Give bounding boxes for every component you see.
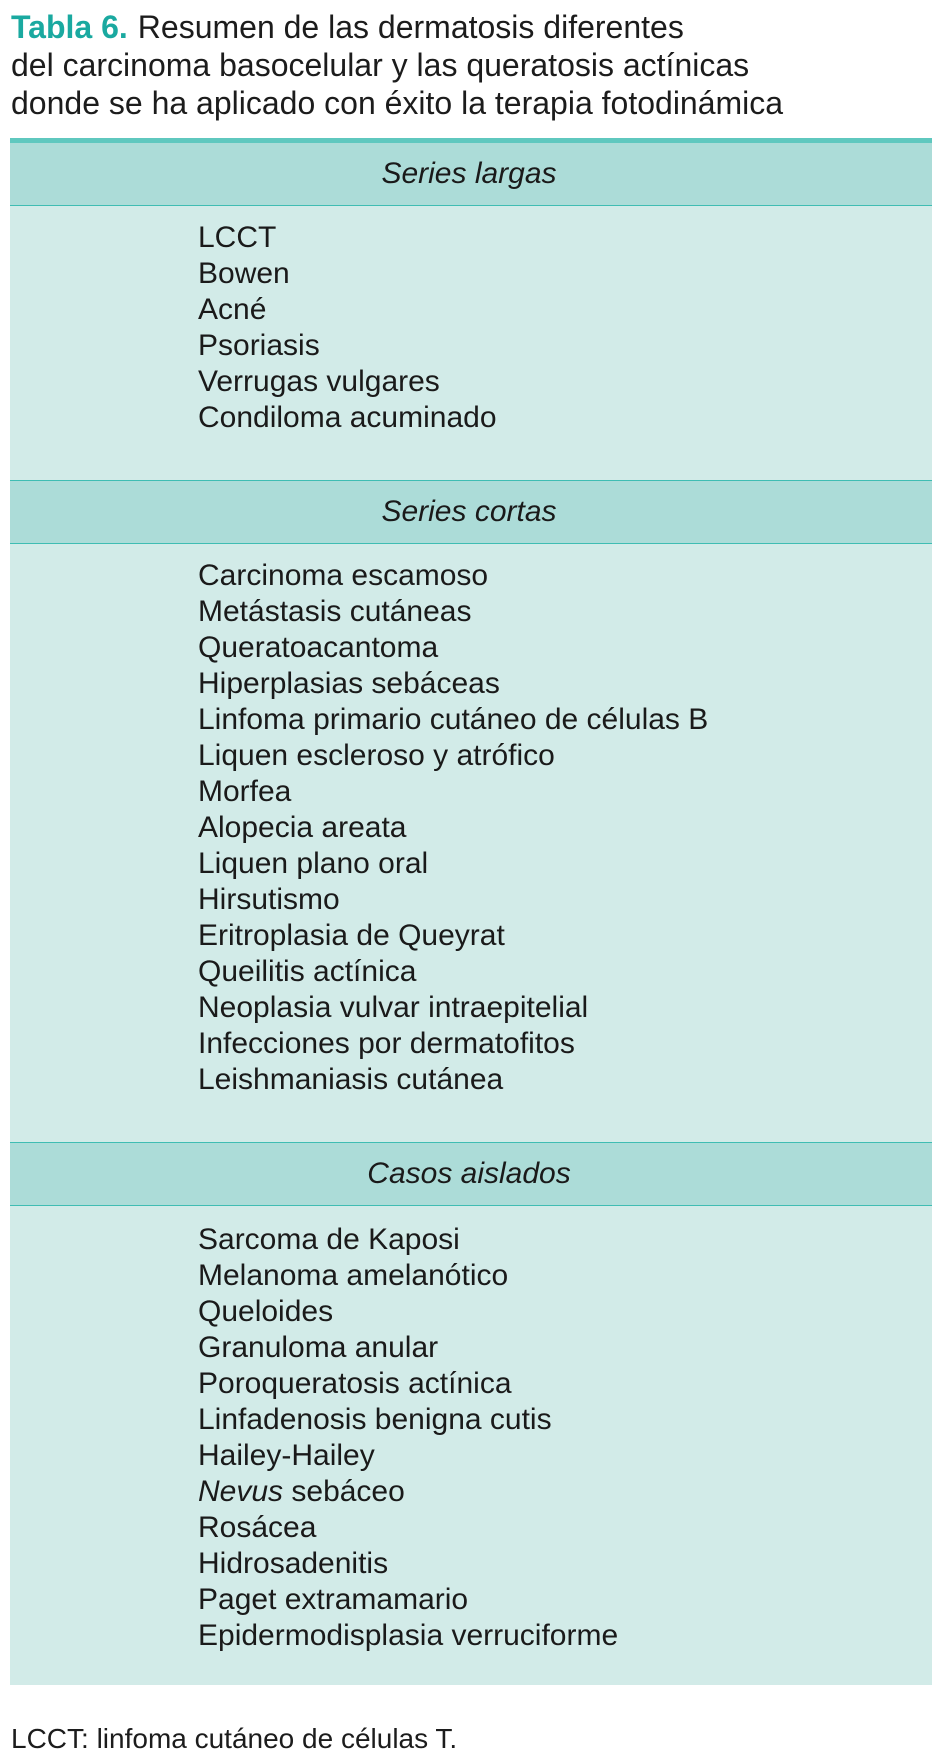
list-item: Liquen escleroso y atrófico <box>198 739 555 772</box>
list-item: Poroqueratosis actínica <box>198 1367 512 1400</box>
nevus-rest: sebáceo <box>283 1475 405 1508</box>
list-item: Epidermodisplasia verruciforme <box>198 1619 619 1652</box>
list-item: Infecciones por dermatofitos <box>198 1027 575 1060</box>
list-item: Acné <box>198 293 267 326</box>
section-body-series-cortas <box>10 544 932 1142</box>
section-body-series-largas <box>10 206 932 480</box>
title-text-line-1: Resumen de las dermatosis diferentes <box>137 9 684 45</box>
list-item: Psoriasis <box>198 329 320 362</box>
section-header-series-largas <box>10 143 932 206</box>
section-header-label: Casos aislados <box>367 1157 571 1190</box>
list-item: Condiloma acuminado <box>198 401 497 434</box>
list-item: Alopecia areata <box>198 811 407 844</box>
table-number-label: Tabla 6. <box>11 9 128 45</box>
list-item: Hailey-Hailey <box>198 1439 375 1472</box>
list-item: Linfoma primario cutáneo de células B <box>198 703 709 736</box>
list-item: Linfadenosis benigna cutis <box>198 1403 552 1436</box>
list-item: LCCT <box>198 221 277 254</box>
list-item: Hiperplasias sebáceas <box>198 667 500 700</box>
section-header-series-cortas <box>10 481 932 544</box>
list-item: Paget extramamario <box>198 1583 469 1616</box>
section-body-casos-aislados <box>10 1206 932 1685</box>
section-header-label: Series largas <box>381 157 557 190</box>
list-item: Eritroplasia de Queyrat <box>198 919 505 952</box>
list-item: Queratoacantoma <box>198 631 439 664</box>
list-item: Hirsutismo <box>198 883 340 916</box>
list-item: Metástasis cutáneas <box>198 595 472 628</box>
list-item: Morfea <box>198 775 292 808</box>
list-item: Liquen plano oral <box>198 847 429 880</box>
nevus-italic-term: Nevus <box>198 1475 284 1508</box>
list-item: Bowen <box>198 257 290 290</box>
list-item-nevus-sebaceo <box>198 1474 932 1510</box>
dermatoses-table <box>10 138 932 1685</box>
title-line-1 <box>11 8 931 46</box>
section-header-label: Series cortas <box>381 495 557 528</box>
table-title <box>11 8 931 122</box>
title-text-line-3: donde se ha aplicado con éxito la terapia fotodinámica <box>11 85 784 121</box>
list-item: Leishmaniasis cutánea <box>198 1063 504 1096</box>
list-item: Queloides <box>198 1295 334 1328</box>
list-item: Carcinoma escamoso <box>198 559 489 592</box>
list-item: Verrugas vulgares <box>198 365 440 398</box>
list-item: Sarcoma de Kaposi <box>198 1223 460 1256</box>
title-text-line-2: del carcinoma basocelular y las queratosis actínicas <box>11 47 750 83</box>
list-item: Queilitis actínica <box>198 955 417 988</box>
list-item: Hidrosadenitis <box>198 1547 389 1580</box>
section-header-casos-aislados <box>10 1143 932 1206</box>
list-item: Granuloma anular <box>198 1331 439 1364</box>
list-item: Neoplasia vulvar intraepitelial <box>198 991 589 1024</box>
table-footnote: LCCT: linfoma cutáneo de células T. <box>11 1723 458 1754</box>
list-item: Rosácea <box>198 1511 317 1544</box>
list-item: Melanoma amelanótico <box>198 1259 509 1292</box>
